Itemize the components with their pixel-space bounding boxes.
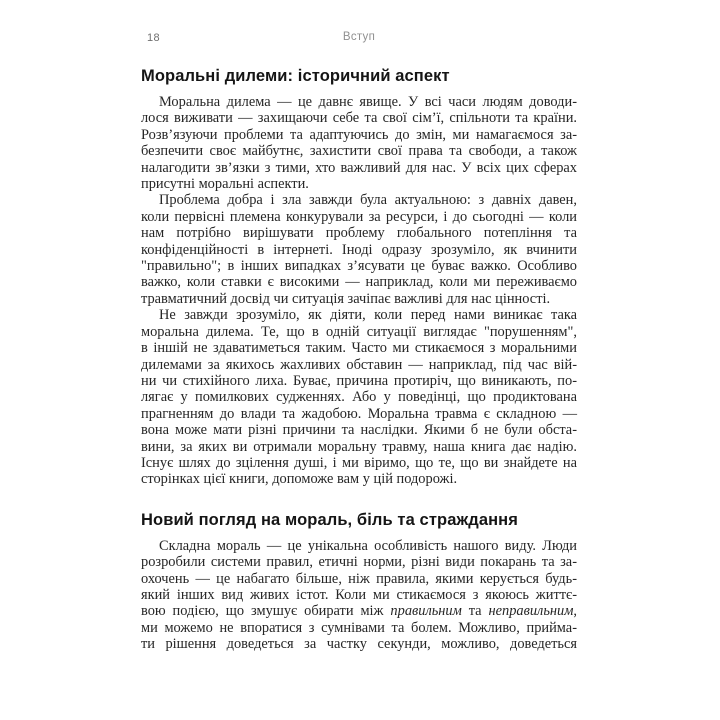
section-heading: Моральні дилеми: історичний аспект <box>141 67 450 85</box>
text-line: ти рішення доведеться за частку секунди, можливо, доведеться <box>141 636 577 653</box>
text-line: дилемами за якихось жахливих обставин — наприклад, під час вій- <box>141 356 577 373</box>
text-line <box>141 603 577 619</box>
text-segment: та <box>461 603 489 620</box>
text-line: розробили системи правил, етичні норми, різні види покарань та за- <box>141 554 577 571</box>
italic-text: правильним <box>390 603 462 620</box>
paragraph <box>141 94 577 192</box>
text-line: вини, за яких ви отримали моральну травму, наша книга дає надію. <box>141 438 577 455</box>
text-line: ми можемо не впоратися з сумнівами та болем. Можливо, прийма- <box>141 619 577 636</box>
text-line: Складна мораль — це унікальна особливість нашого виду. Люди <box>159 537 577 554</box>
text-line: прагненням до влади та жадобою. Моральна травма є складною — <box>141 405 577 422</box>
text-line: в іншій не здаватиметься таким. Часто ми стикаємося з моральними <box>141 340 577 357</box>
text-line: Проблема добра і зла завжди була актуальною: з давніх давен, <box>159 192 577 209</box>
text-line: нам потрібно вирішувати проблему глобального потепління та <box>141 225 577 242</box>
text-line: коли первісні племена конкурували за ресурси, і до сьогодні — коли <box>141 208 577 225</box>
text-line: сторінках цієї книги, допоможе вам у цій подорожі. <box>141 471 458 488</box>
paragraph <box>141 538 577 653</box>
text-line: лося виживати — захищаючи себе та свої сім’ї, спільноти та країни. <box>141 110 577 127</box>
text-line: Не завжди зрозуміло, як діяти, коли перед нами виникає така <box>159 307 577 324</box>
text-line: присутні моральні аспекти. <box>141 176 309 193</box>
text-line: Моральна дилема — це давнє явище. У всі часи людям доводи- <box>159 94 577 110</box>
text-line: важко, коли ставки є високими — наприклад, коли ми переживаємо <box>141 274 577 291</box>
page-content <box>141 0 577 653</box>
paragraph <box>141 307 577 487</box>
text-line: моральна дилема. Те, що в одній ситуації виглядає "порушенням", <box>141 323 577 340</box>
text-line: охочень — це набагато більше, ніж правила, якими керується будь- <box>141 570 577 587</box>
text-line: який інших вид живих істот. Коли ми стикаємося з якоюсь життє- <box>141 586 577 603</box>
text-line: вона може мати різні причини та наслідки. Якими б не були обста- <box>141 422 577 439</box>
text-line: налагодити зв’язки з тими, хто важливий для нас. У всіх цих сферах <box>141 159 577 176</box>
text-line: травматичний досвід чи ситуація зачіпає важливі для нас цінності. <box>141 290 551 307</box>
page-number: 18 <box>147 32 161 44</box>
text-line: Розв’язуючи проблеми та адаптуючись до змін, ми намагаємося за- <box>141 126 577 143</box>
text-line: конфіденційності в інтернеті. Іноді одразу зрозуміло, як вчинити <box>141 241 577 258</box>
text-line: Існує шлях до зцілення душі, і ми віримо, що те, що ви знайдете на <box>141 454 577 471</box>
section-heading: Новий погляд на мораль, біль та страждання <box>141 510 518 529</box>
text-line: безпечити своє майбутнє, захистити свої права та свободи, а також <box>141 143 577 160</box>
running-title: Вступ <box>342 31 376 43</box>
text-line: лягає у помилкових судженнях. Або у поведінці, що продиктована <box>141 389 577 406</box>
italic-text: неправильним <box>488 603 574 620</box>
text-line: "правильно"; в інших випадках з’ясувати це буває важко. Особливо <box>141 258 577 275</box>
paragraph <box>141 192 577 307</box>
text-segment: вою подією, що змушує обирати між <box>141 603 391 620</box>
text-line: ни чи стихійного лиха. Буває, причина протиріч, що виникають, по- <box>141 372 577 389</box>
text-segment: , <box>573 603 577 620</box>
